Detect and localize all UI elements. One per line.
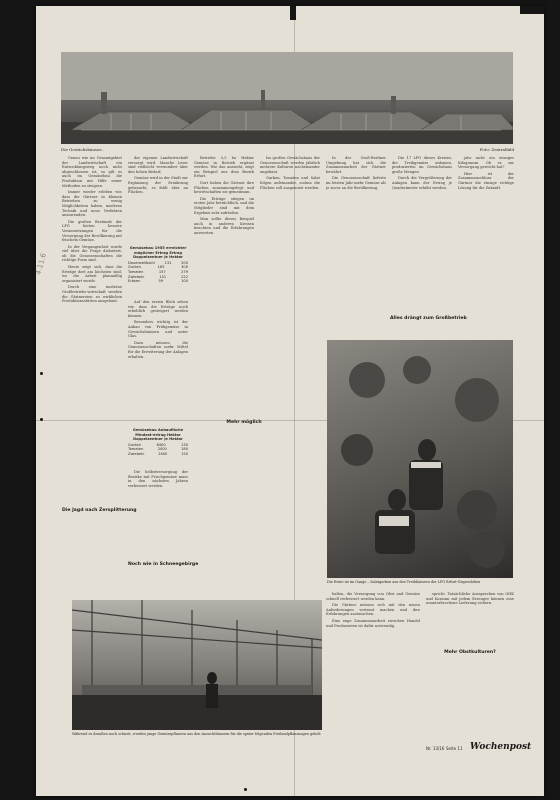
table-row: Tomaten 2000 180: [128, 447, 188, 452]
bottom-photo-greenhouse-interior: [72, 600, 322, 730]
page-number: Seite 11: [446, 746, 463, 751]
pencil-note: 4.11.6: [34, 252, 48, 276]
heading-jagd: Die Jagd nach Zersplitterung: [62, 508, 137, 513]
table-row: Zwiebeln 2400 150: [128, 451, 188, 456]
table-row: Gurken 6400 130: [128, 442, 188, 447]
top-photo-greenhouses: [61, 52, 513, 144]
heading-ausbau: Alles drängt zum Großbetrieb: [390, 316, 467, 321]
article-column-2-bottom: Die Selbstversorgung der Bezirke mit Frischgemüse muss in den nächsten Jahren verbessert werden.: [128, 470, 188, 488]
punch-hole: [40, 418, 43, 421]
article-column-3: Betriebe 0,5 ha Hektar Gemüse in Betrieb ergänzt werden. Wie das aussieht, zeigt ein Beispiel aus dem Bezirk Erfurt. Dort haben die Gärtner ihre Flächen zusammengelegt und bewirtschaften sie gemeinsam. Die Erträge stiegen im ersten Jahr beträchtlich, und die Mitglieder sind mit dem Ergebnis sehr zufrieden. Man sollte dieses Beispiel auch in anderen Kreisen beachten und die Erfahrungen auswerten.: [194, 156, 254, 235]
yield-table-1: [128, 246, 188, 284]
punch-hole: [40, 372, 43, 375]
heading-moeglich: Mehr möglich: [226, 420, 262, 425]
table-row: Gurken 185 300: [128, 265, 188, 270]
punch-hole: [244, 788, 247, 791]
table-row: Zwiebeln 151 222: [128, 274, 188, 279]
yield-table-2-header: Gemüsebau Anbaufläche Mindest-ertrag Hektar Doppelzentner je Hektar: [132, 428, 184, 442]
article-column-7: jahr nicht ein einziges Kilogramm. Ob es zur Versorgung gereicht hat? Hier ist der Zusammenschluss der Gärtner die einzige richtige Lösung für die Zukunft.: [458, 156, 514, 190]
article-column-lower-2: spricht. Tatsächliche Aussprachen von OHK und Konsum mit jedem Erzeuger können eine ununterbrochene Lieferung sichern.: [426, 592, 514, 606]
middle-photo-harvest: [327, 340, 513, 578]
middle-photo-caption: Die Ernte ist im Gange – Salatgurken aus den Treibhäusern der LPG Erfurt-Gispersleben: [327, 580, 481, 584]
article-column-2-lower: Auf den ersten Blick sehen wir, dass die Erträge noch erheblich gesteigert werden können. Besonders wichtig ist der Anbau von Frühgemüse in Gewächshäusern und unter Glas. Dazu müssen die Genossenschaften mehr Mittel für die Erweiterung der Anlagen erhalten.: [128, 300, 188, 359]
article-column-lower-1: halten, die Versorgung von Obst und Gemüse schnell verbessert werden kann. Die Gärtner müssen sich mit den neuen Anforderungen vertraut machen und ihre Erfahrungen austauschen. Eine enge Zusammenarbeit zwischen Handel und Produzenten ist dafür notwendig.: [326, 592, 420, 628]
article-column-1: Genau wie im Gesamtgebiet der Landwirtschaft ein Entwicklungsweg noch nicht abgeschlossen ist, so gilt es auch im Gemüsebau die Produktion mit Hilfe neuer Methoden zu steigern. Immer wieder erleben wir, dass die Gärtner in kleinen Betrieben zu wenig Möglichkeiten haben, moderne Technik und neue Verfahren anzuwenden. Die großen Bestände der LPG bieten bessere Voraussetzungen für die Versorgung der Bevölkerung mit frischem Gemüse. In der Vergangenheit wurde viel über die Frage diskutiert, ob die Genossenschaften die richtige Form sind. Heute zeigt sich, dass die Erträge dort am höchsten sind, wo die Arbeit planmäßig organisiert wurde. Durch eine moderne Großbetriebs-wirtschaft werden die Gärtnereien zu wirklichen Produktionsstätten ausgebaut.: [62, 156, 122, 304]
top-photo-caption: Die Gewächshäuser...: [61, 147, 105, 152]
yield-table-1-header: Gemüsebau 1955 erreichter möglicher Ertrag Ertrag Doppelzentner je Hektar: [129, 246, 187, 260]
masthead-logo: Wochenpost: [470, 742, 532, 752]
table-row: Dauerweißkohl 131 200: [128, 260, 188, 265]
heading-mehr: Mehr Obstkulturen?: [444, 650, 496, 655]
table-row: Erbsen 59 100: [128, 279, 188, 284]
issue-number: Nr. 13/16: [426, 746, 445, 751]
article-column-2: der eigenen Landwirtschaft versorgt wird. Manche Leser sind vielleicht verwundert über den hohen Bedarf. Gemüse wird in der Stadt zur Ergänzung der Ernährung gebraucht, es fehlt aber an Flächen.: [128, 156, 188, 195]
bottom-photo-caption: Während es draußen noch schneit, werden junge Gemüsepflanzen aus den Anzuchthäusern für die später folgenden Freilandpflanzungen geholt: [72, 732, 321, 736]
article-column-4: Im großen Gewächshaus der Genossenschaft werden jährlich mehrere Kulturen nacheinander angebaut. Gurken, Tomaten und Salat folgen aufeinander, sodass die Flächen voll ausgenutzt werden.: [260, 156, 320, 190]
yield-table-2: [128, 428, 188, 457]
heading-schnee: Noch wie in Schneegebirge: [128, 562, 199, 567]
article-column-6: Die 17 LPG dieses Kreises, die Treibgemüse anbauen, produzierten im Gewächshaus große Mengen. Durch die Vergrößerung der Anlagen kann der Ertrag je Quadratmeter erhöht werden.: [392, 156, 452, 190]
torn-edge: [290, 6, 296, 20]
table-row: Tomaten 157 279: [128, 269, 188, 274]
top-photo-credit: Foto: Zentralbild: [479, 147, 514, 152]
torn-edge: [520, 6, 544, 14]
article-column-5: In der Groß-Berliner Umgebung hat sich die Zusammenarbeit der Gärtner bewährt. Die Genossenschaft lieferte im letzten Jahr mehr Gemüse als je zuvor an die Bevölkerung.: [326, 156, 386, 190]
